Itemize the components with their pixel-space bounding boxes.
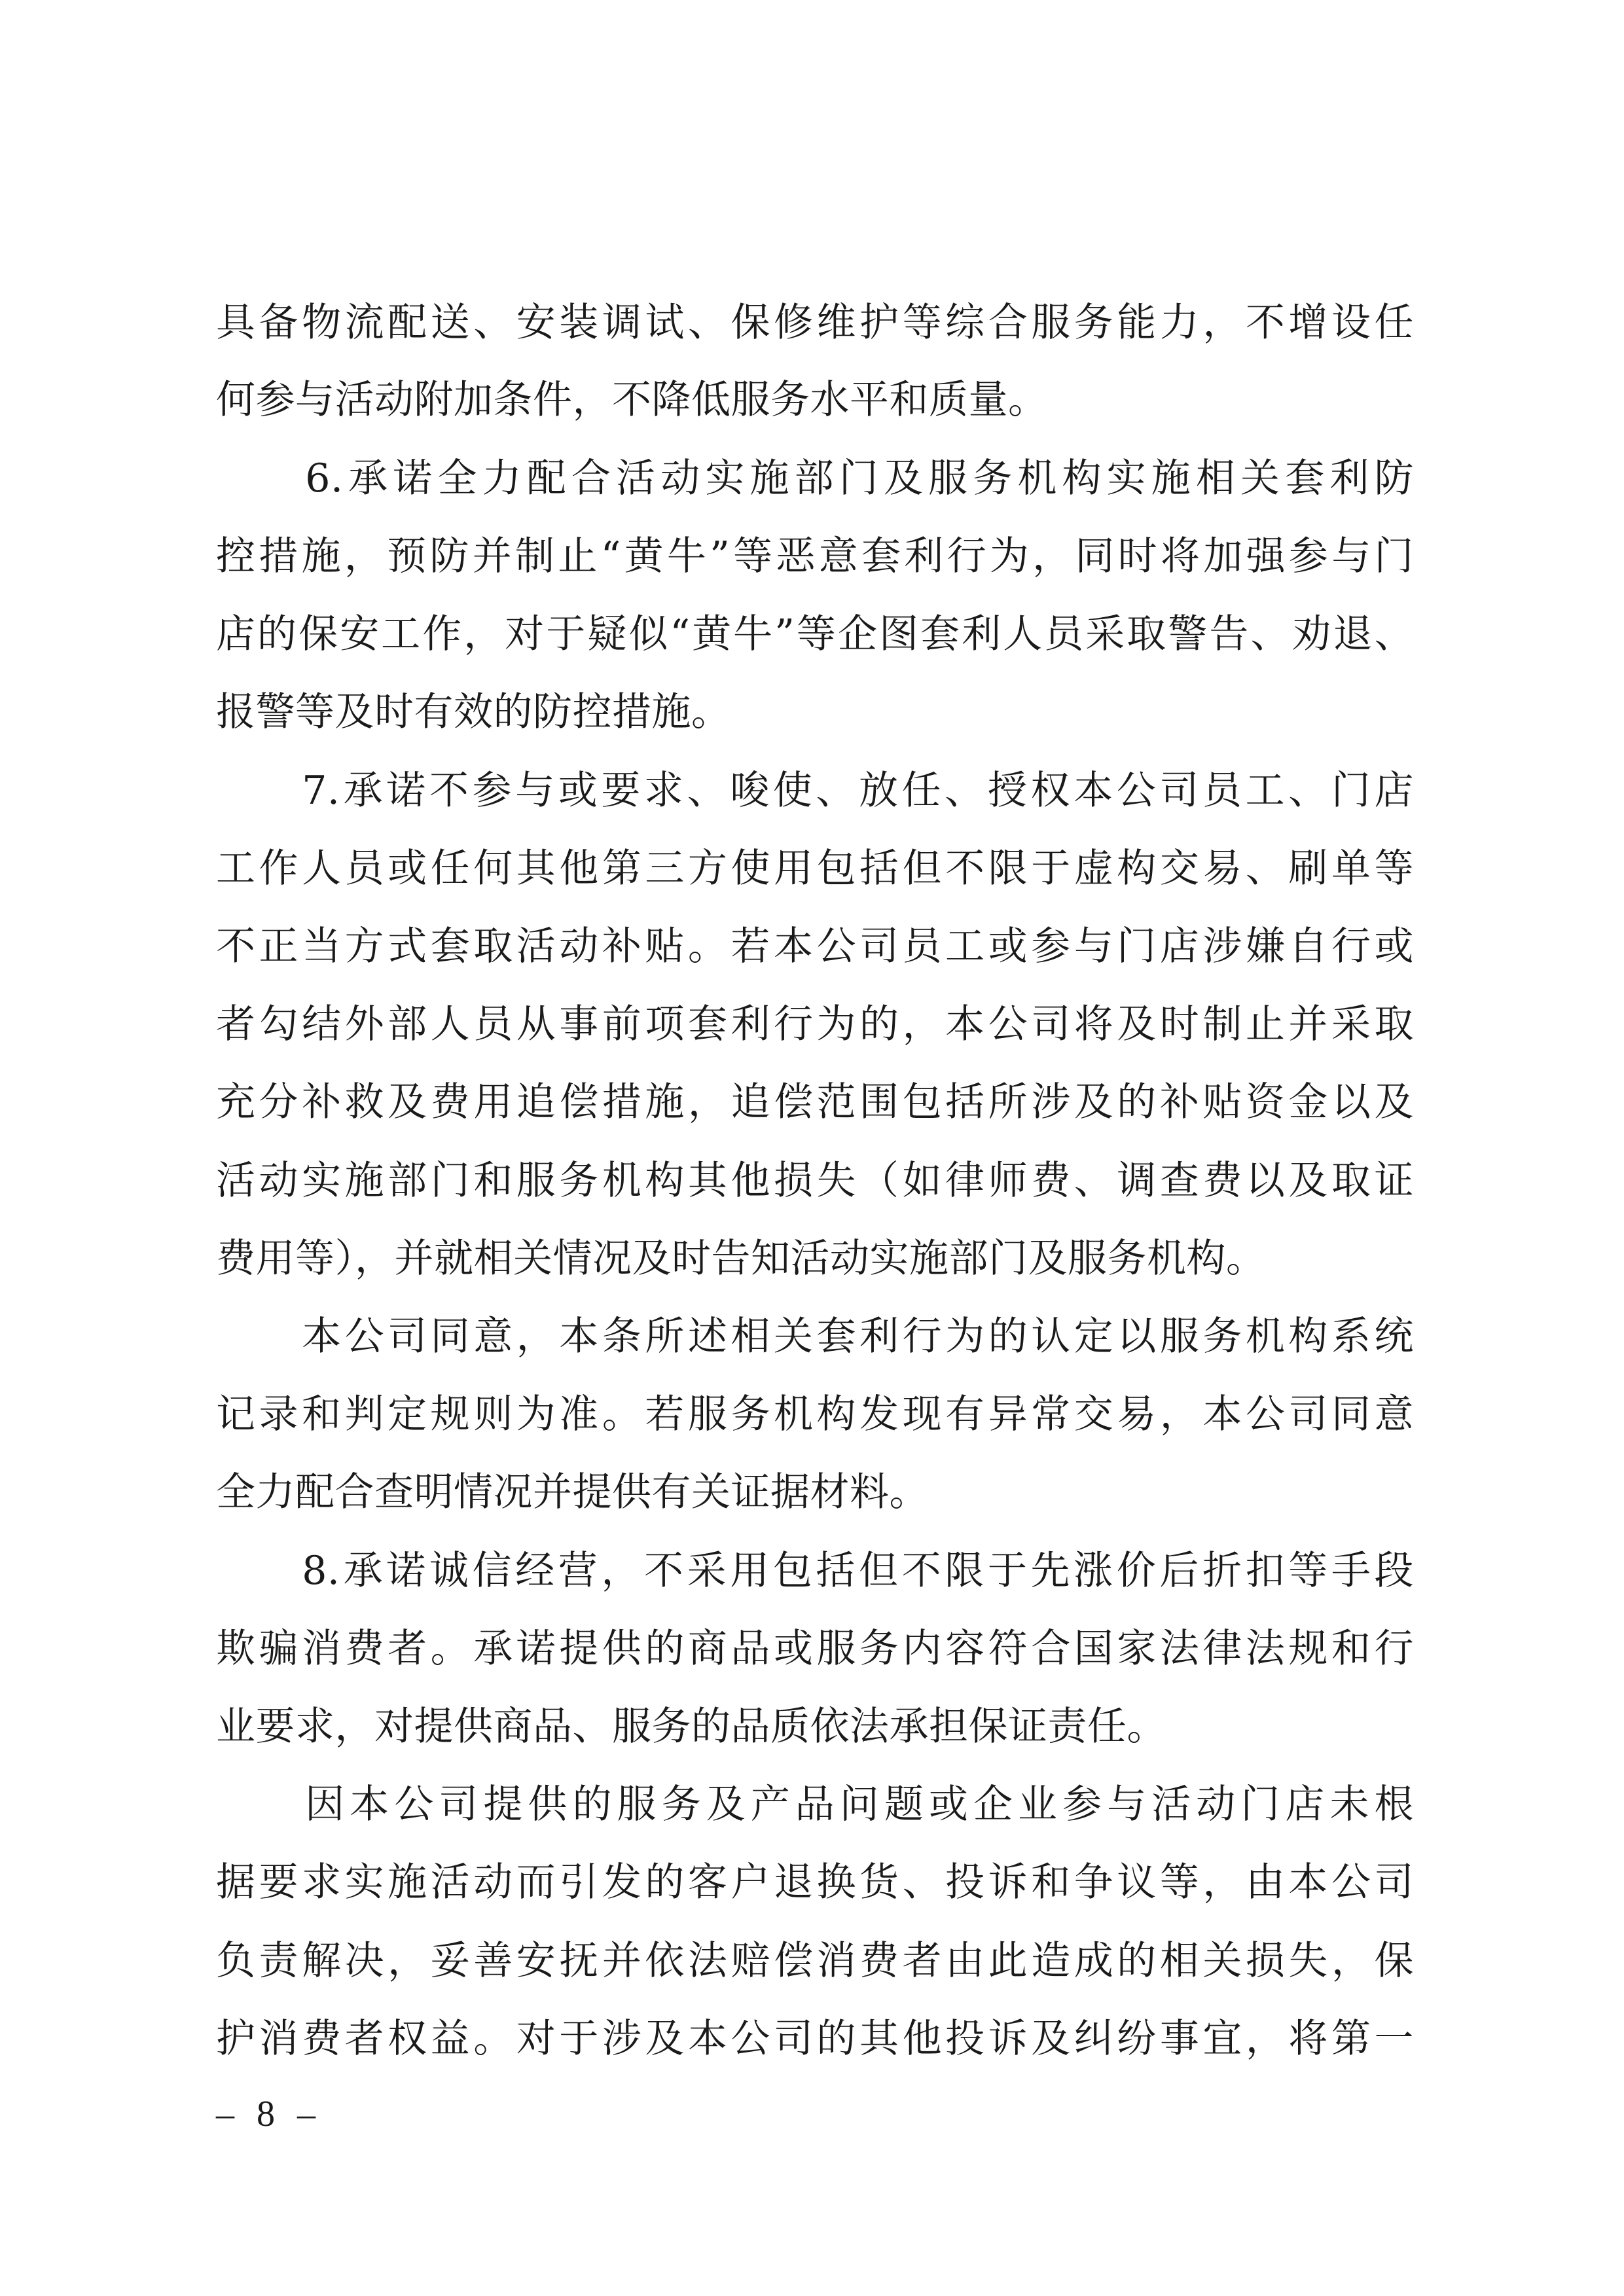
text-line: 报警等及时有效的防控措施。 (216, 689, 731, 735)
text-line: 具备物流配送、安装调试、保修维护等综合服务能力，不增设任 (216, 300, 1414, 346)
text-line: 欺骗消费者。承诺提供的商品或服务内容符合国家法律法规和行 (216, 1626, 1414, 1672)
text-line: 控措施，预防并制止“黄牛”等恶意套利行为，同时将加强参与门 (216, 533, 1414, 579)
text-line: 不正当方式套取活动补贴。若本公司员工或参与门店涉嫌自行或 (216, 924, 1414, 969)
text-line: 8.承诺诚信经营，不采用包括但不限于先涨价后折扣等手段 (216, 1548, 1414, 1594)
text-line: 费用等），并就相关情况及时告知活动实施部门及服务机构。 (216, 1236, 1266, 1282)
text-line: 记录和判定规则为准。若服务机构发现有异常交易，本公司同意 (216, 1391, 1414, 1437)
text-line: 者勾结外部人员从事前项套利行为的，本公司将及时制止并采取 (216, 1001, 1414, 1047)
text-line: 负责解决，妥善安抚并依法赔偿消费者由此造成的相关损失，保 (216, 1938, 1414, 1984)
text-line: 活动实施部门和服务机构其他损失（如律师费、调查费以及取证 (216, 1158, 1414, 1204)
text-line: 6.承诺全力配合活动实施部门及服务机构实施相关套利防 (216, 456, 1414, 501)
text-line: 本公司同意，本条所述相关套利行为的认定以服务机构系统 (216, 1314, 1414, 1359)
text-line: 全力配合查明情况并提供有关证据材料。 (216, 1469, 929, 1515)
text-line: 7.承诺不参与或要求、唆使、放任、授权本公司员工、门店 (216, 768, 1414, 814)
page-number: – 8 – (216, 2094, 322, 2134)
text-line: 因本公司提供的服务及产品问题或企业参与活动门店未根 (216, 1782, 1414, 1827)
text-line: 何参与活动附加条件，不降低服务水平和质量。 (216, 377, 1048, 423)
text-line: 业要求，对提供商品、服务的品质依法承担保证责任。 (216, 1704, 1166, 1749)
text-line: 充分补救及费用追偿措施，追偿范围包括所涉及的补贴资金以及 (216, 1079, 1414, 1125)
text-line: 工作人员或任何其他第三方使用包括但不限于虚构交易、刷单等 (216, 846, 1414, 891)
text-line: 护消费者权益。对于涉及本公司的其他投诉及纠纷事宜，将第一 (216, 2016, 1414, 2062)
text-line: 据要求实施活动而引发的客户退换货、投诉和争议等，由本公司 (216, 1859, 1414, 1905)
text-line: 店的保安工作，对于疑似“黄牛”等企图套利人员采取警告、劝退、 (216, 611, 1414, 657)
